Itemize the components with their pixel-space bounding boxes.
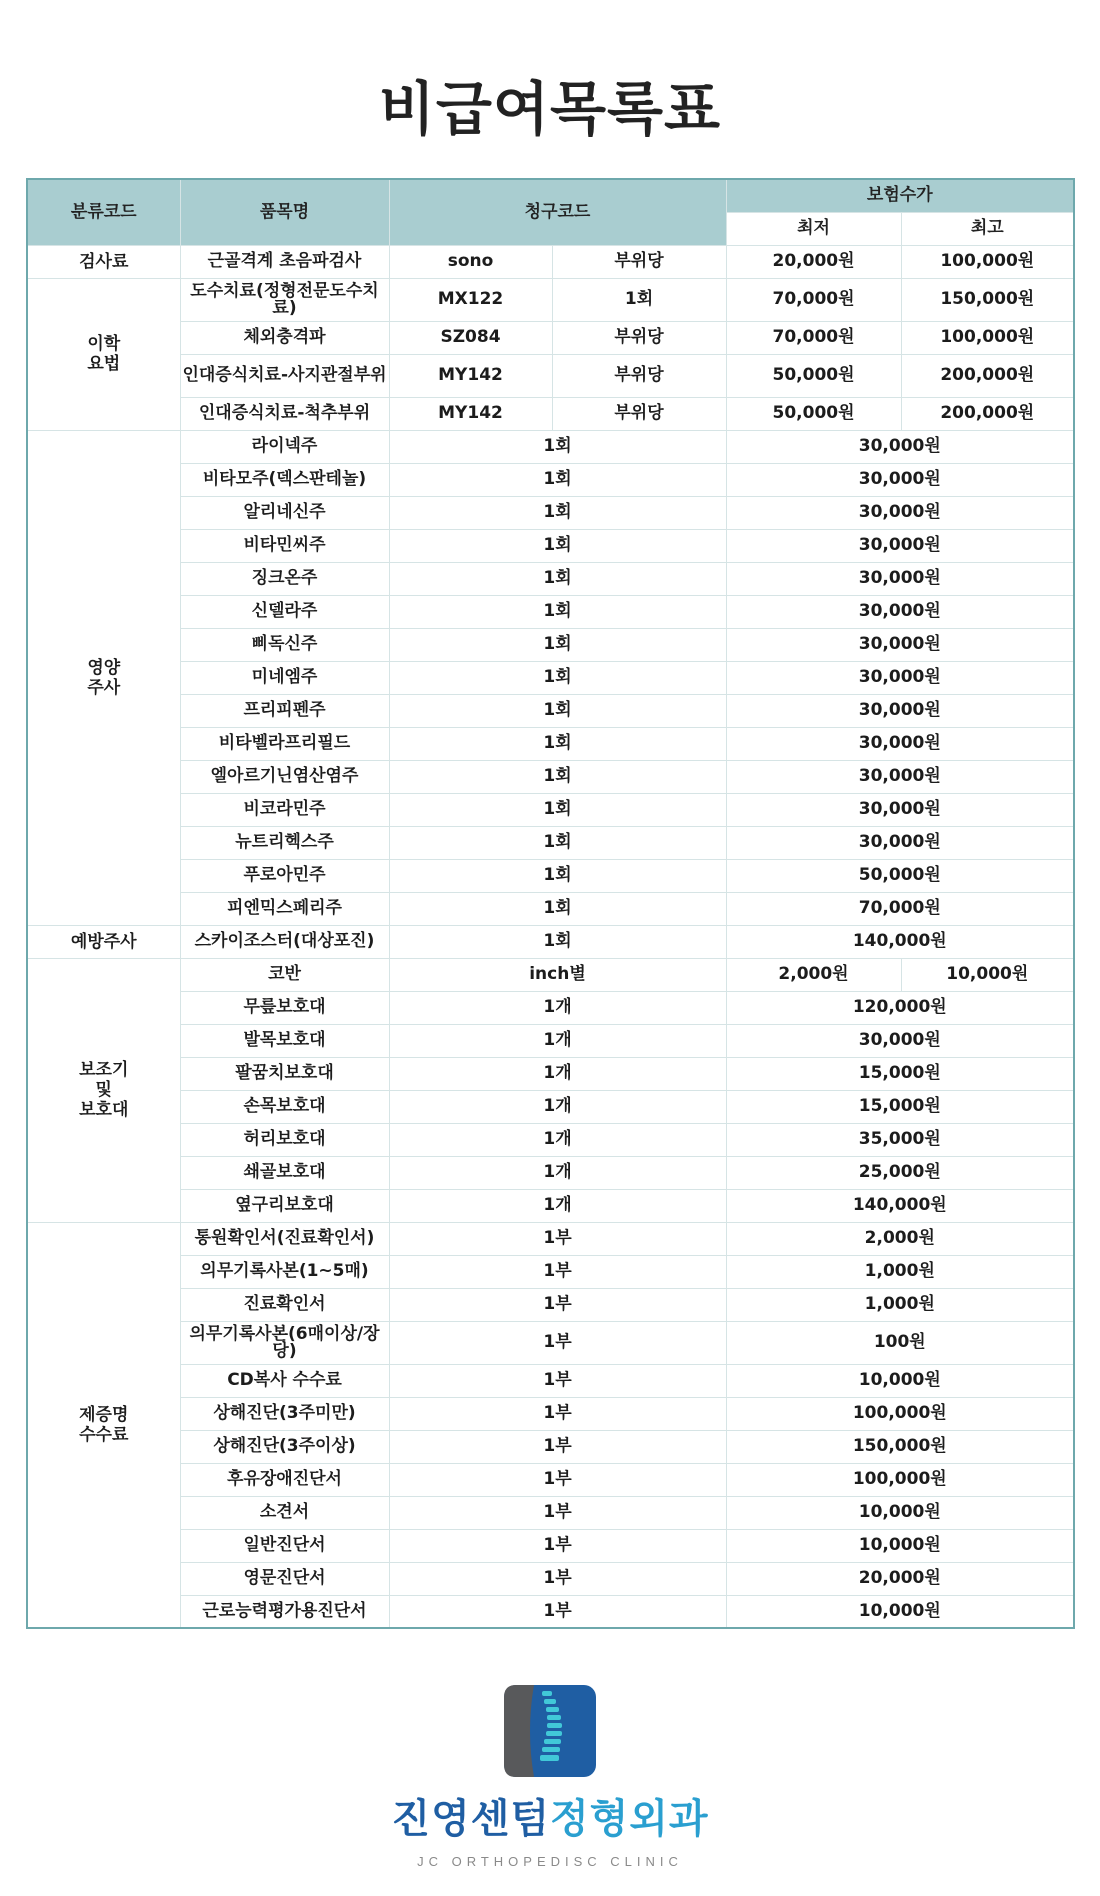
claim-code: MY142: [389, 354, 552, 397]
price: 30,000원: [726, 694, 1074, 727]
price: 30,000원: [726, 463, 1074, 496]
item-name: 뉴트리헥스주: [180, 826, 389, 859]
item-name: 손목보호대: [180, 1090, 389, 1123]
item-name: 알리네신주: [180, 496, 389, 529]
table-row: [27, 892, 1074, 925]
claim-code: MX122: [389, 278, 552, 321]
price: 100,000원: [726, 1397, 1074, 1430]
item-name: 프리피펜주: [180, 694, 389, 727]
item-name: 통원확인서(진료확인서): [180, 1222, 389, 1255]
item-name: 스카이조스터(대상포진): [180, 925, 389, 958]
price: 15,000원: [726, 1090, 1074, 1123]
price: 30,000원: [726, 628, 1074, 661]
item-name: CD복사 수수료: [180, 1364, 389, 1397]
clinic-name-part-1: 진영센텀: [391, 1796, 550, 1842]
clinic-logo: [0, 1685, 1100, 1869]
unit: 1부: [389, 1364, 726, 1397]
price: 35,000원: [726, 1123, 1074, 1156]
price: 30,000원: [726, 826, 1074, 859]
unit: 1개: [389, 1189, 726, 1222]
item-name: 근로능력평가용진단서: [180, 1595, 389, 1628]
table-row: [27, 1156, 1074, 1189]
category-cell: 예방주사: [27, 925, 180, 958]
unit: 1개: [389, 1123, 726, 1156]
item-name: 발목보호대: [180, 1024, 389, 1057]
table-row: [27, 278, 1074, 321]
item-name: 일반진단서: [180, 1529, 389, 1562]
unit: 1회: [389, 562, 726, 595]
price: 140,000원: [726, 925, 1074, 958]
item-name: 비타민씨주: [180, 529, 389, 562]
table-row: [27, 760, 1074, 793]
item-name: 근골격계 초음파검사: [180, 245, 389, 278]
unit: 1회: [389, 727, 726, 760]
price: 1,000원: [726, 1255, 1074, 1288]
table-row: [27, 958, 1074, 991]
header-item: 품목명: [180, 179, 389, 245]
table-row: [27, 1057, 1074, 1090]
header-code: 청구코드: [389, 179, 726, 245]
unit: 1회: [389, 793, 726, 826]
table-row: [27, 245, 1074, 278]
unit: 1부: [389, 1463, 726, 1496]
price: 10,000원: [726, 1496, 1074, 1529]
price-max: 100,000원: [901, 321, 1074, 354]
price: 70,000원: [726, 892, 1074, 925]
unit: 1개: [389, 991, 726, 1024]
category-cell: [27, 1222, 180, 1628]
price-min: 70,000원: [726, 321, 901, 354]
item-name: 진료확인서: [180, 1288, 389, 1321]
item-name: 라이넥주: [180, 430, 389, 463]
table-row: [27, 1529, 1074, 1562]
price: 50,000원: [726, 859, 1074, 892]
unit: 1회: [389, 826, 726, 859]
price: 30,000원: [726, 562, 1074, 595]
price: 100원: [726, 1321, 1074, 1364]
price-max: 100,000원: [901, 245, 1074, 278]
page-title: 비급여목록표: [378, 75, 722, 143]
unit: 1개: [389, 1024, 726, 1057]
table-row: [27, 1397, 1074, 1430]
item-name: 푸로아민주: [180, 859, 389, 892]
price-max: 10,000원: [901, 958, 1074, 991]
price-max: 200,000원: [901, 354, 1074, 397]
table-row: [27, 1255, 1074, 1288]
item-name: 체외충격파: [180, 321, 389, 354]
item-name: 미네엠주: [180, 661, 389, 694]
unit: 1회: [389, 661, 726, 694]
item-name: 후유장애진단서: [180, 1463, 389, 1496]
price-max: 150,000원: [901, 278, 1074, 321]
table-row: [27, 1222, 1074, 1255]
header-max: 최고: [901, 212, 1074, 245]
item-name: 쇄골보호대: [180, 1156, 389, 1189]
category-cell: 검사료: [27, 245, 180, 278]
table-row: [27, 430, 1074, 463]
price: 30,000원: [726, 430, 1074, 463]
unit: 1회: [389, 760, 726, 793]
item-name: 상해진단(3주미만): [180, 1397, 389, 1430]
clinic-name: [0, 1787, 1100, 1844]
price: 2,000원: [726, 1222, 1074, 1255]
unit: 1회: [389, 463, 726, 496]
price-max: 200,000원: [901, 397, 1074, 430]
item-name: 징크온주: [180, 562, 389, 595]
unit: 1부: [389, 1595, 726, 1628]
table-row: [27, 1321, 1074, 1364]
fee-table: [26, 178, 1075, 1629]
item-name: 코반: [180, 958, 389, 991]
table-row: [27, 1496, 1074, 1529]
table-row: [27, 628, 1074, 661]
unit: 1회: [389, 628, 726, 661]
category-cell: [27, 430, 180, 925]
category-label: 보조기 및 보호대: [79, 1060, 129, 1120]
item-name: 신델라주: [180, 595, 389, 628]
unit: 부위당: [552, 321, 726, 354]
price: 1,000원: [726, 1288, 1074, 1321]
table-row: [27, 793, 1074, 826]
item-name: 인대증식치료-사지관절부위: [180, 354, 389, 397]
item-name: 팔꿈치보호대: [180, 1057, 389, 1090]
table-row: [27, 727, 1074, 760]
price-min: 50,000원: [726, 397, 901, 430]
item-name: 비코라민주: [180, 793, 389, 826]
price: 10,000원: [726, 1595, 1074, 1628]
unit: 1회: [389, 496, 726, 529]
price: 30,000원: [726, 661, 1074, 694]
table-row: [27, 1090, 1074, 1123]
unit: 1회: [389, 595, 726, 628]
table-row: [27, 529, 1074, 562]
item-name: 비타벨라프리필드: [180, 727, 389, 760]
unit: 1회: [389, 430, 726, 463]
item-name: 삐독신주: [180, 628, 389, 661]
price: 150,000원: [726, 1430, 1074, 1463]
price: 25,000원: [726, 1156, 1074, 1189]
unit: 부위당: [552, 245, 726, 278]
item-name: 영문진단서: [180, 1562, 389, 1595]
price: 30,000원: [726, 793, 1074, 826]
unit: 1부: [389, 1397, 726, 1430]
table-row: [27, 397, 1074, 430]
unit: 1부: [389, 1430, 726, 1463]
item-name: 피엔믹스페리주: [180, 892, 389, 925]
price: 100,000원: [726, 1463, 1074, 1496]
category-label: 이학 요법: [87, 334, 121, 374]
price: 30,000원: [726, 727, 1074, 760]
table-row: [27, 1123, 1074, 1156]
table-row: [27, 661, 1074, 694]
table-row: [27, 1024, 1074, 1057]
table-row: [27, 1595, 1074, 1628]
table-row: [27, 1463, 1074, 1496]
table-row: [27, 991, 1074, 1024]
category-cell: [27, 278, 180, 430]
table-row: [27, 694, 1074, 727]
price: 30,000원: [726, 595, 1074, 628]
header-fee: 보험수가: [726, 179, 1074, 212]
item-name: 의무기록사본(1~5매): [180, 1255, 389, 1288]
table-row: [27, 463, 1074, 496]
category-cell: [27, 958, 180, 1222]
claim-code: SZ084: [389, 321, 552, 354]
price-min: 70,000원: [726, 278, 901, 321]
unit: 1개: [389, 1057, 726, 1090]
item-name: 상해진단(3주이상): [180, 1430, 389, 1463]
category-label: 영양 주사: [87, 657, 121, 698]
item-name: 의무기록사본(6매이상/장당): [180, 1321, 389, 1364]
price: 10,000원: [726, 1364, 1074, 1397]
table-row: [27, 826, 1074, 859]
table-row: [27, 354, 1074, 397]
clinic-subtitle: JC ORTHOPEDISC CLINIC: [417, 1854, 683, 1869]
table-row: [27, 562, 1074, 595]
table-row: [27, 595, 1074, 628]
item-name: 무릎보호대: [180, 991, 389, 1024]
price: 10,000원: [726, 1529, 1074, 1562]
unit: 1부: [389, 1255, 726, 1288]
unit: 1회: [389, 925, 726, 958]
item-name: 엘아르기닌염산염주: [180, 760, 389, 793]
table-row: [27, 1562, 1074, 1595]
table-row: [27, 859, 1074, 892]
price: 30,000원: [726, 760, 1074, 793]
spine-logo-icon: [504, 1685, 596, 1777]
claim-code: sono: [389, 245, 552, 278]
item-name: 허리보호대: [180, 1123, 389, 1156]
table-row: [27, 925, 1074, 958]
price: 15,000원: [726, 1057, 1074, 1090]
unit: 부위당: [552, 354, 726, 397]
price: 30,000원: [726, 496, 1074, 529]
unit: 1회: [389, 694, 726, 727]
unit: inch별: [389, 958, 726, 991]
price: 30,000원: [726, 1024, 1074, 1057]
table-row: [27, 321, 1074, 354]
price-min: 50,000원: [726, 354, 901, 397]
unit: 1부: [389, 1529, 726, 1562]
table-row: [27, 1288, 1074, 1321]
unit: 1부: [389, 1321, 726, 1364]
category-label: 제증명 수수료: [79, 1404, 129, 1445]
unit: 1회: [389, 529, 726, 562]
unit: 1개: [389, 1090, 726, 1123]
unit: 1부: [389, 1222, 726, 1255]
price: 120,000원: [726, 991, 1074, 1024]
unit: 부위당: [552, 397, 726, 430]
price-min: 2,000원: [726, 958, 901, 991]
header-category: 분류코드: [27, 179, 180, 245]
unit: 1개: [389, 1156, 726, 1189]
table-row: [27, 496, 1074, 529]
item-name: 도수치료(정형전문도수치료): [180, 278, 389, 321]
table-row: [27, 1430, 1074, 1463]
price: 30,000원: [726, 529, 1074, 562]
unit: 1회: [552, 278, 726, 321]
unit: 1부: [389, 1496, 726, 1529]
price-min: 20,000원: [726, 245, 901, 278]
item-name: 비타모주(덱스판테놀): [180, 463, 389, 496]
clinic-name-part-2: 정형외과: [550, 1796, 709, 1842]
unit: 1회: [389, 892, 726, 925]
item-name: 인대증식치료-척추부위: [180, 397, 389, 430]
claim-code: MY142: [389, 397, 552, 430]
table-row: [27, 1364, 1074, 1397]
header-min: 최저: [726, 212, 901, 245]
table-row: [27, 1189, 1074, 1222]
item-name: 소견서: [180, 1496, 389, 1529]
unit: 1회: [389, 859, 726, 892]
price: 20,000원: [726, 1562, 1074, 1595]
item-name: 옆구리보호대: [180, 1189, 389, 1222]
price: 140,000원: [726, 1189, 1074, 1222]
unit: 1부: [389, 1562, 726, 1595]
unit: 1부: [389, 1288, 726, 1321]
